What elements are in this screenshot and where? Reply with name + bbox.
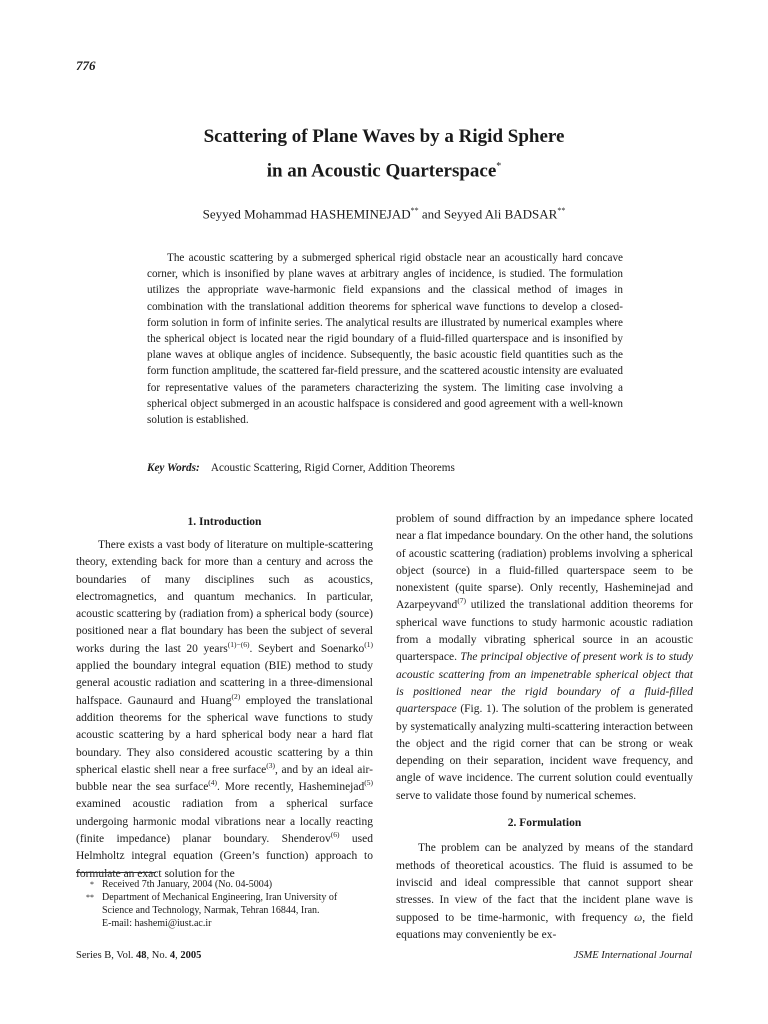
keywords-label: Key Words xyxy=(147,462,196,474)
text-span: There exists a vast body of literature on multiple-scattering theory, extending back for more than a century and across the boundaries of many disciplines such as acoustics, electromagnetics, and quantum mechanics. In particular, acoustic scattering by (radiation from) a spherical body (source) positioned near a flat boundary has been the subject of several works during the last 20 years xyxy=(76,539,373,655)
citation-ref: (4) xyxy=(208,778,218,788)
section-1-heading: 1. Introduction xyxy=(187,516,262,528)
text-span: , the field equations may conveniently be ex- xyxy=(396,911,694,941)
right-column xyxy=(396,511,693,944)
footnote-divider xyxy=(76,872,156,873)
section-2-heading: 2. Formulation xyxy=(507,817,582,830)
footnotes xyxy=(76,878,376,930)
footnote-1-mark: * xyxy=(90,880,94,889)
text-span: The problem can be analyzed by means of the standard methods of theoretical acoustics. The fluid is assumed to be inviscid and ideal compressible that cannot support shear stresses. In view of the fact that the incident plane wave is supposed to be time-harmonic, with frequency xyxy=(396,842,693,924)
author-2: Seyyed Ali BADSAR xyxy=(443,206,558,222)
citation-ref: (5) xyxy=(364,778,373,788)
keywords-colon: : xyxy=(196,462,200,474)
author-list xyxy=(100,206,668,222)
footnote-line: Science and Technology, Narmak, Tehran 16844, Iran. xyxy=(102,905,320,916)
italic-objective: The principal objective of present work is to study acoustic scattering from an impenetrable spherical object that is positioned near the rigid boundary of a fluid-filled quarterspace xyxy=(396,651,693,716)
text-span: (Fig. 1). The solution of the problem is generated by systematically analyzing multi-scattering interaction between the object and the rigid corner that can be strong or weak depending on their separation, incident wave frequency, and angle of wave incidence. The current solution could eventually serve to validate those found by numerical schemes. xyxy=(396,703,693,802)
journal-citation xyxy=(76,950,201,961)
issue-prefix: , No. xyxy=(146,950,170,961)
text-span: employed the translational addition theorems for the spherical wave functions to study acoustic scattering by a hard spherical body near a hard flat boundary. They also considered acoustic scattering by a thin spherical elastic shell near a free surface xyxy=(76,694,373,776)
citation-ref: (6) xyxy=(330,830,340,840)
author-1: Seyyed Mohammad HASHEMINEJAD xyxy=(202,206,411,222)
left-column xyxy=(76,537,373,883)
volume: 48 xyxy=(136,950,147,961)
year: 2005 xyxy=(180,950,202,961)
footnote-line: Received 7th January, 2004 (No. 04-5004) xyxy=(102,879,273,890)
keywords-text: Acoustic Scattering, Rigid Corner, Addition Theorems xyxy=(210,462,455,474)
title-footnote-mark: * xyxy=(496,161,502,172)
citation-ref: (1)−(6) xyxy=(227,639,250,649)
paper-title xyxy=(100,122,668,186)
title-line-2 xyxy=(100,152,668,186)
author-2-mark: ** xyxy=(557,206,566,215)
abstract: The acoustic scattering by a submerged spherical rigid obstacle near an acoustically hard concave corner, which is insonified by plane waves at arbitrary angles of incidence, is studied. The formulation utilizes the appropriate wave-harmonic field expansions and the classical method of images in combination with the translational addition theorems for spherical wave functions to develop a closed-form solution in form of infinite series. The analytical results are illustrated by numerical examples where the spherical object is located near the rigid boundary of a fluid-filled quarterspace and is insonified by plane waves at oblique angles of incidence. Subsequently, the basic acoustic field quantities such as the form function amplitude, the scattered far-field pressure, and the scattered acoustic intensity are evaluated for representative values of the parameters characterizing the system. The limiting case involving a spherical object submerged in an acoustic halfspace is considered and good agreement with a well-known solution is established. xyxy=(147,252,623,427)
author-conjunction: and xyxy=(418,206,444,222)
citation-ref: (2) xyxy=(231,691,241,701)
text-span: , and by an ideal air-bubble near the sea surface xyxy=(76,763,373,794)
citation-ref: (3) xyxy=(266,761,275,771)
footnote-2-text xyxy=(102,891,337,930)
keywords xyxy=(147,462,455,474)
citation-ref: (1) xyxy=(364,639,373,649)
footnote-line: Department of Mechanical Engineering, Iran University of xyxy=(102,892,338,903)
text-span: . Seybert and Soenarko xyxy=(249,642,365,655)
footnote-1-text xyxy=(102,878,272,891)
issue: 4 xyxy=(169,950,176,961)
text-span: . More recently, Hasheminejad xyxy=(217,781,365,794)
intro-paragraph-1 xyxy=(76,537,373,883)
intro-paragraph-continued xyxy=(396,511,693,805)
footnote-line: E-mail: hashemi@iust.ac.ir xyxy=(102,918,212,929)
text-span: utilized the translational addition theorems for spherical wave functions to study harmonic acoustic radiation from a modally vibrating spherical source in an acoustic quarterspace. xyxy=(396,599,693,664)
citation-ref: (7) xyxy=(457,596,467,606)
text-span: examined acoustic radiation from a spherical surface undergoing harmonic modal vibrations near a locally reacting (finite impedance) planar boundary. Shenderov xyxy=(76,798,373,846)
omega-symbol: ω xyxy=(634,911,643,924)
title-line-1: Scattering of Plane Waves by a Rigid Sphere xyxy=(203,126,565,147)
formulation-paragraph xyxy=(396,840,693,944)
page-number: 776 xyxy=(76,58,96,73)
text-span: problem of sound diffraction by an impedance sphere located near a flat impedance boundary. On the other hand, the solutions of acoustic scattering (radiation) problems involving a spherical object (source) in a fluid-filled quarterspace seem to be nonexistent (quite sparse). Only recently, Hasheminejad and Azarpeyvand xyxy=(396,513,693,612)
series-prefix: Series B, Vol. xyxy=(76,950,136,961)
text-span: used Helmholtz integral equation (Green’s function) approach to formulate an exact solution for the xyxy=(76,833,373,880)
author-1-mark: ** xyxy=(410,206,419,215)
text-span: applied the boundary integral equation (BIE) method to study general acoustic radiation and scattering in a three-dimensional halfspace. Gaunaurd and Huang xyxy=(76,660,373,707)
title-line-2-text: in an Acoustic Quarterspace xyxy=(266,160,497,182)
footnote-1 xyxy=(76,878,376,891)
footnote-2-mark: ** xyxy=(86,893,94,902)
journal-name: JSME International Journal xyxy=(573,950,692,961)
year-separator: , xyxy=(175,950,181,961)
footnote-2 xyxy=(76,891,376,930)
